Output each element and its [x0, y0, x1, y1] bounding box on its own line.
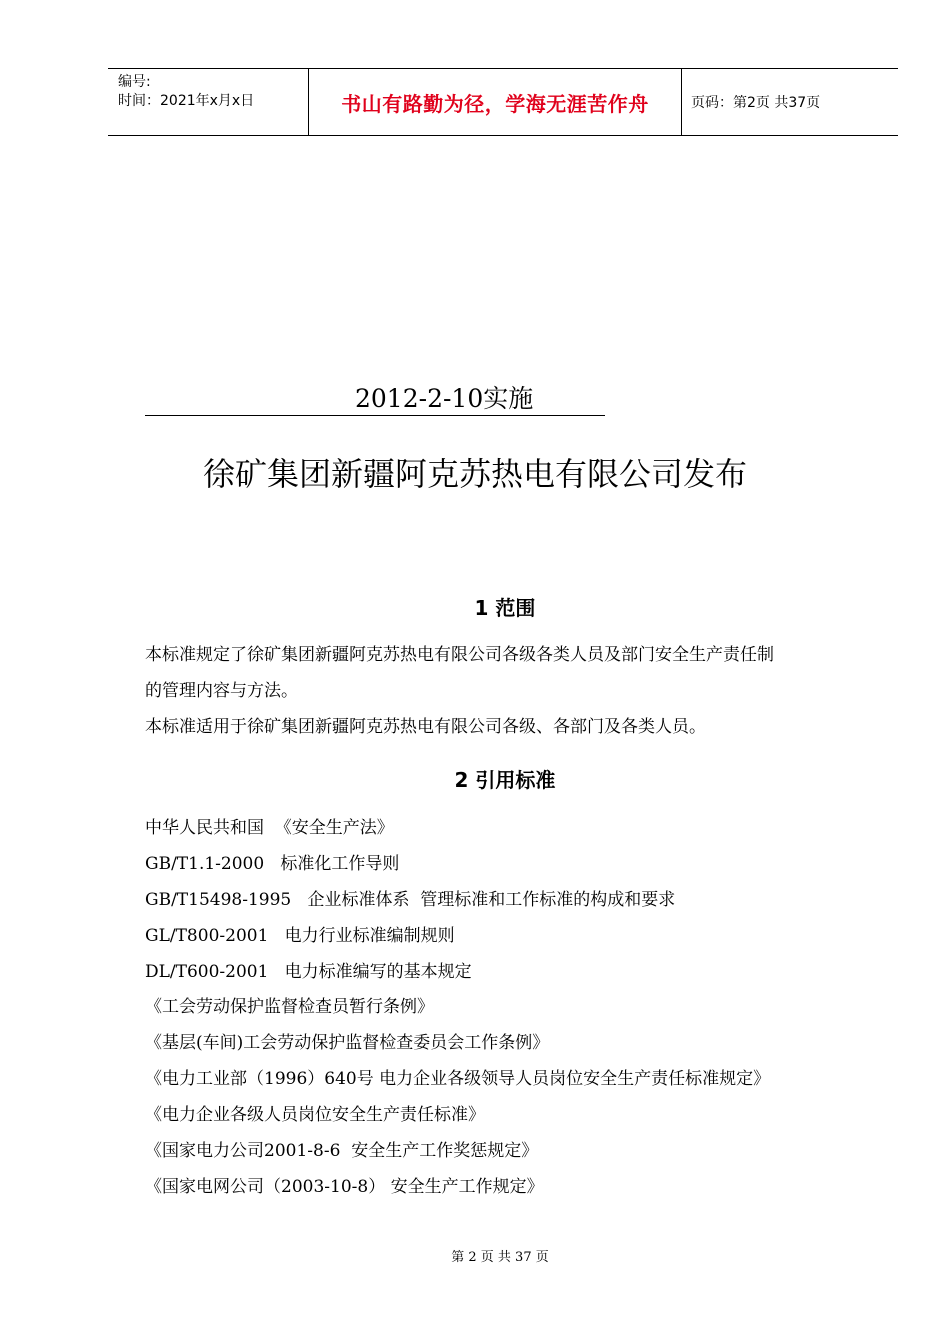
- section-1-line: 本标准规定了徐矿集团新疆阿克苏热电有限公司各级各类人员及部门安全生产责任制: [145, 645, 774, 665]
- reference-item: 《电力企业各级人员岗位安全生产责任标准》: [145, 1105, 485, 1125]
- header-meta: [108, 69, 309, 135]
- page-footer: 第 2 页 共 37 页: [451, 1250, 549, 1265]
- section-1-title: 1 范围: [474, 596, 536, 620]
- section-2-title: 2 引用标准: [454, 768, 556, 792]
- header-page-number: 页码：第2页 共37页: [691, 95, 821, 111]
- reference-item: DL/T600-2001 电力标准编写的基本规定: [145, 962, 472, 982]
- publisher-title: 徐矿集团新疆阿克苏热电有限公司发布: [202, 455, 747, 493]
- reference-item: GB/T15498-1995 企业标准体系 管理标准和工作标准的构成和要求: [145, 890, 676, 910]
- reference-item: 《电力工业部（1996）640号 电力企业各级领导人员岗位安全生产责任标准规定》: [145, 1069, 771, 1089]
- implementation-date-line: [145, 383, 605, 416]
- reference-item: GL/T800-2001 电力行业标准编制规则: [145, 926, 455, 946]
- document-number-label: 编号:: [118, 74, 151, 90]
- implementation-date: 2012-2-10实施: [355, 384, 534, 413]
- reference-item: 《国家电力公司2001-8-6 安全生产工作奖惩规定》: [145, 1141, 539, 1161]
- reference-item: 《基层(车间)工会劳动保护监督检查委员会工作条例》: [145, 1033, 550, 1053]
- reference-item: GB/T1.1-2000 标准化工作导则: [145, 854, 400, 874]
- section-1-line: 本标准适用于徐矿集团新疆阿克苏热电有限公司各级、各部门及各类人员。: [145, 717, 706, 737]
- reference-item: 《国家电网公司（2003-10-8） 安全生产工作规定》: [145, 1177, 544, 1197]
- document-time: 时间：2021年x月x日: [118, 93, 255, 109]
- reference-item: 《工会劳动保护监督检查员暂行条例》: [145, 997, 434, 1017]
- header-motto: 书山有路勤为径，学海无涯苦作舟: [309, 69, 682, 135]
- reference-item: 中华人民共和国 《安全生产法》: [145, 818, 394, 838]
- section-1-line: 的管理内容与方法。: [145, 681, 298, 701]
- page-header: [108, 68, 898, 136]
